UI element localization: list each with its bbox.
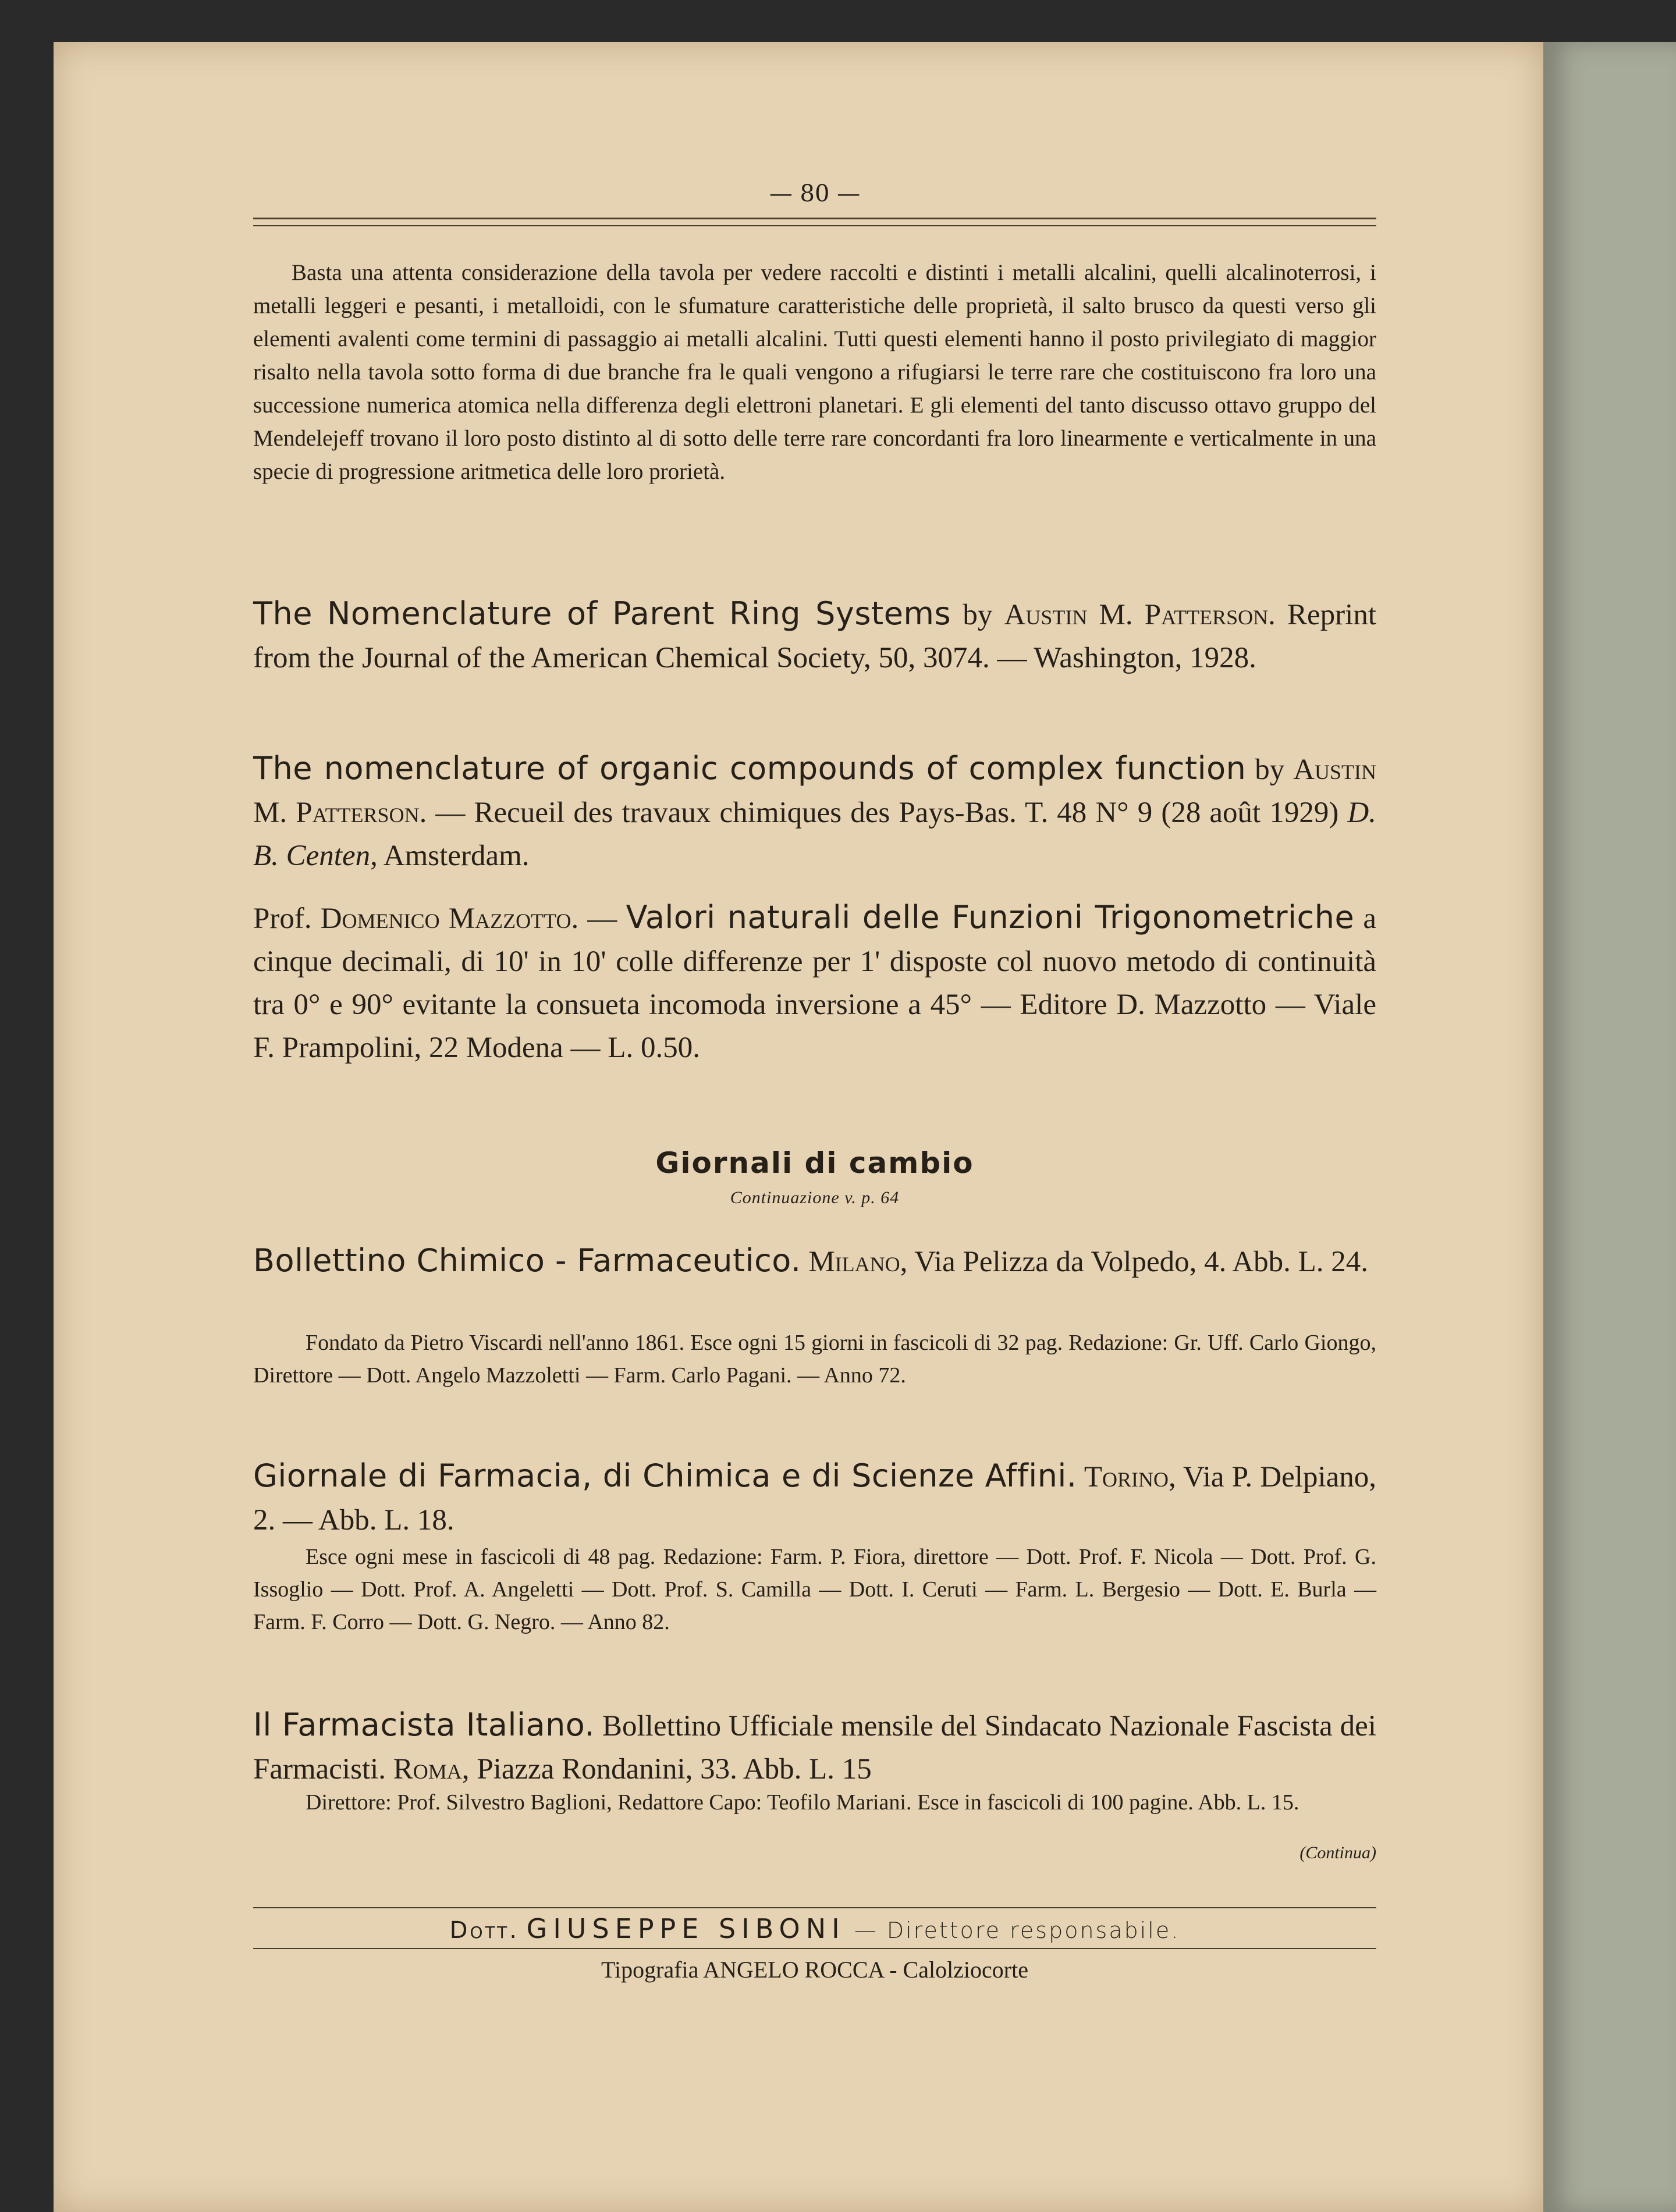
journal-entry: [253, 1454, 1376, 1542]
journal-entry: [253, 1239, 1376, 1283]
printer-line: Tipografia ANGELO ROCCA - Calolziocorte: [601, 1957, 1028, 1983]
book-author: Austin M. Patterson.: [253, 753, 1376, 829]
journal-city: Torino,: [1077, 1461, 1176, 1493]
book-publisher: D. B. Centen: [253, 796, 1377, 872]
journal-address: Via P. Delpiano, 2. — Abb. L. 18.: [253, 1461, 1377, 1537]
book-author: Domenico Mazzotto.: [320, 902, 579, 935]
book-title: The Nomenclature of Parent Ring Systems: [253, 595, 951, 632]
journal-city: Roma,: [393, 1753, 470, 1786]
journal-address: Via Pelizza da Volpedo, 4. Abb. L. 24.: [907, 1246, 1369, 1278]
section-title: Giornali di cambio: [655, 1146, 974, 1180]
adjacent-page: [1543, 42, 1676, 2212]
journal-title: Giornale di Farmacia, di Chimica e di Scienze Affini.: [253, 1457, 1077, 1494]
book-by: by: [951, 599, 1004, 631]
book-dash: —: [578, 902, 626, 935]
footer-name: GIUSEPPE SIBONI: [526, 1913, 846, 1944]
book-title: Valori naturali delle Funzioni Trigonometriche: [626, 899, 1355, 936]
journal-address: Piazza Rondanini, 33. Abb. L. 15: [469, 1753, 872, 1786]
book-details: — Recueil des travaux chimiques des Pays-Bas. T. 48 N° 9 (28 août 1929): [427, 796, 1348, 829]
book-author: Austin M. Patterson.: [1004, 599, 1276, 631]
journal-details: Fondato da Pietro Viscardi nell'anno 1861. Esce ogni 15 giorni in fascicoli di 32 pag. Redazione: Gr. Uff. Carlo Giongo, Direttore — Dott. Angelo Mazzoletti — Farm. Carlo Pagani. — Anno 72.: [253, 1331, 1376, 1388]
book-details-end: , Amsterdam.: [370, 840, 530, 872]
intro-paragraph: Basta una attenta considerazione della tavola per vedere raccolti e distinti i metalli alcalini, quelli alcalinoterrosi, i metalli leggeri e pesanti, i metalloidi, con le sfumature caratteristiche delle proprietà, il salto brusco da questi verso gli elementi avalenti come termini di passaggio ai metalli alcalini. Tutti questi elementi hanno il posto privilegiato di maggior risalto nella tavola sotto forma di due branche fra le quali vengono a rifugiarsi le terre rare che costituiscono fra loro una successione numerica atomica nella differenza degli elettroni planetari. E gli elementi del tanto discusso ottavo gruppo del Mendelejeff trovano il loro posto distinto al di sotto delle terre rare concordanti fra loro linearmente e verticalmente in una specie di progressione aritmetica delle loro prorietà.: [253, 260, 1376, 484]
book-entry: [253, 747, 1376, 877]
journal-details: Direttore: Prof. Silvestro Baglioni, Redattore Capo: Teofilo Mariani. Esce in fascicoli di 100 pagine. Abb. L. 15.: [306, 1790, 1299, 1815]
book-prefix: Prof.: [253, 902, 321, 935]
section-subtitle: Continuazione v. p. 64: [730, 1188, 900, 1207]
page-number: — 80 —: [769, 180, 861, 207]
header-rule: [253, 218, 1376, 226]
journal-city: Milano,: [801, 1246, 908, 1278]
journal-description: Bollettino Ufficiale mensile del Sindacato Nazionale Fascista dei Farmacisti.: [253, 1710, 1376, 1786]
book-details: Reprint from the Journal of the American Chemical Society, 50, 3074. — Washington, 1928.: [253, 599, 1376, 674]
footer-rule-bottom: [253, 1948, 1376, 1949]
footer-credit: [253, 1913, 1376, 1944]
footer-rule-top: [253, 1907, 1376, 1908]
book-by: by: [1246, 753, 1294, 786]
footer-role: — Direttore responsabile.: [845, 1918, 1180, 1943]
journal-details: Esce ogni mese in fascicoli di 48 pag. Redazione: Farm. P. Fiora, direttore — Dott. Prof. F. Nicola — Dott. Prof. G. Issoglio — Dott. Prof. A. Angeletti — Dott. Prof. S. Camilla — Dott. I. Ceruti — Farm. L. Bergesio — Dott. E. Burla — Farm. F. Corro — Dott. G. Negro. — Anno 82.: [253, 1545, 1376, 1634]
continua-note: (Continua): [1299, 1843, 1376, 1862]
book-entry: [253, 592, 1376, 680]
book-details: a cinque decimali, di 10' in 10' colle differenze per 1' disposte col nuovo metodo di continuità tra 0° e 90° evitante la consueta incomoda inversione a 45° — Editore D. Mazzotto — Viale F. Prampolini, 22 Modena — L. 0.50.: [253, 902, 1377, 1064]
journal-entry: [253, 1704, 1376, 1791]
footer-prefix: Dott.: [449, 1917, 519, 1944]
journal-title: Il Farmacista Italiano.: [253, 1706, 595, 1743]
book-title: The nomenclature of organic compounds of complex function: [253, 750, 1247, 787]
journal-title: Bollettino Chimico - Farmaceutico.: [253, 1242, 801, 1279]
book-entry: [253, 896, 1376, 1069]
